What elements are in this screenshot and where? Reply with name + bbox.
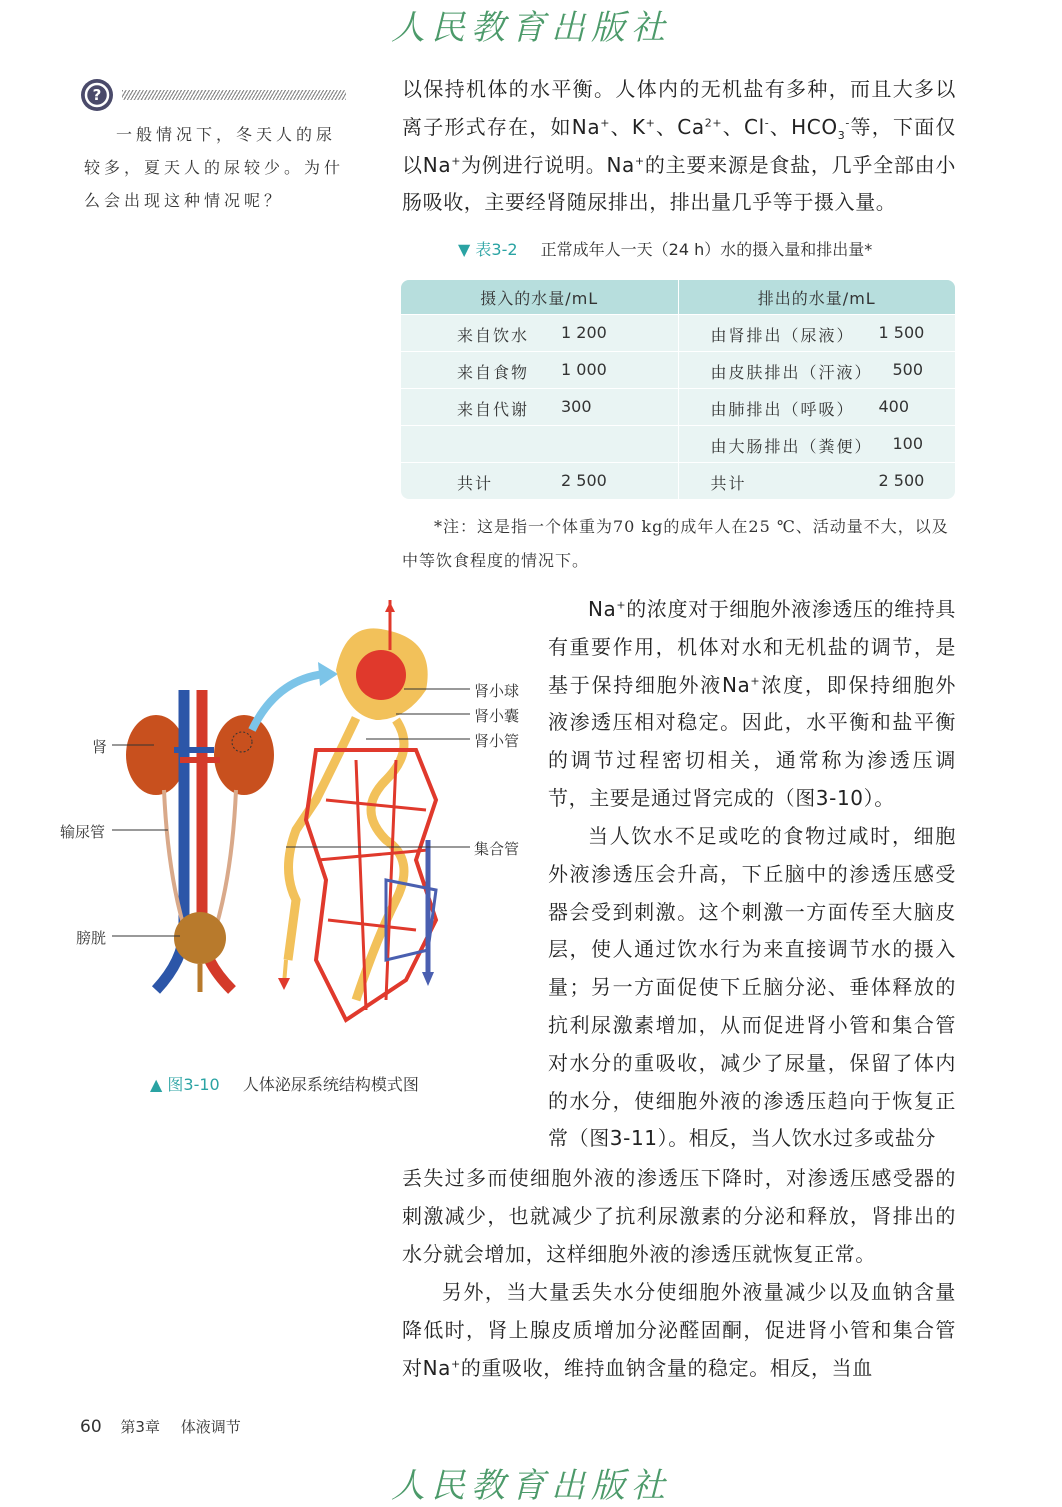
output-value: 2 500 — [878, 471, 925, 490]
label-kidney: 肾 — [92, 738, 108, 756]
label-collecting-duct: 集合管 — [474, 840, 520, 858]
water-balance-table — [401, 280, 955, 499]
flow-arrow-top — [385, 602, 395, 612]
intake-value: 1 200 — [561, 323, 607, 342]
table-row — [401, 425, 955, 462]
left-kidney — [126, 715, 186, 795]
intake-value: 1 000 — [561, 360, 607, 379]
sidebar-question: 一般情况下，冬天人的尿较多，夏天人的尿较少。为什么会出现这种情况呢？ — [84, 125, 345, 210]
label-glomerulus: 肾小球 — [474, 682, 520, 700]
publisher-watermark-bottom: 人民教育出版社 — [391, 1466, 671, 1506]
publisher-watermark-top: 人民教育出版社 — [391, 8, 671, 48]
paragraph-aldosterone: 另外，当大量丢失水分使细胞外液量减少以及血钠含量降低时，肾上腺皮质增加分泌醛固酮，促进肾小管和集合管对Na+的重吸收，维持血钠含量的稳定。相反，当血 — [402, 1280, 956, 1380]
paragraph-regulation-continued: 丢失过多而使细胞外液的渗透压下降时，对渗透压感受器的刺激减少，也就减少了抗利尿激素的分泌和释放，肾排出的水分就会增加，这样细胞外液的渗透压就恢复正常。 — [402, 1166, 956, 1266]
hatch-rule — [122, 90, 346, 100]
output-label: 由皮肤排出（汗液） — [710, 363, 873, 382]
output-label: 由大肠排出（粪便） — [710, 437, 873, 456]
header-output: 排出的水量/mL — [678, 280, 956, 314]
chapter-number: 第3章 — [120, 1418, 160, 1436]
paragraph-regulation: 当人饮水不足或吃的食物过咸时，细胞外液渗透压会升高，下丘脑中的渗透压感受器会受到刺激。这个刺激一方面传至大脑皮层，使人通过饮水行为来直接调节水的摄入量；另一方面促使下丘脑分泌、垂体释放的抗利尿激素增加，从而促进肾小管和集合管对水分的重吸收，减少了尿量，保留了体内的水分，使细胞外液的渗透压趋向于恢复正常（图3-11）。相反，当人饮水过多或盐分 — [548, 824, 956, 1151]
page-number: 60 — [80, 1417, 102, 1437]
label-bladder: 膀胱 — [76, 929, 107, 947]
output-label: 由肺排出（呼吸） — [710, 400, 855, 419]
right-kidney — [214, 715, 274, 795]
chapter-title: 体液调节 — [180, 1418, 241, 1436]
intake-label: 来自饮水 — [457, 326, 530, 345]
table-header-row — [401, 280, 955, 314]
svg-text:?: ? — [92, 86, 102, 104]
header-intake: 摄入的水量/mL — [480, 288, 599, 308]
paragraph-sodium: Na+的浓度对于细胞外液渗透压的维持具有重要作用，机体对水和无机盐的调节，是基于保持细胞外液Na+浓度，即保持细胞外液渗透压相对稳定。因此，水平衡和盐平衡的调节过程密切相关，通常称为渗透压调节，主要是通过肾完成的（图3-10）。 — [548, 597, 956, 810]
intro-paragraph: 以保持机体的水平衡。人体内的无机盐有多种，而且大多以离子形式存在，如Na+、K+、$Ca^{2+}$、Cl-、$HCO_3^-$等，下面仅以Na+为例进行说明。Na+的主要来源是食盐，几乎全部由小肠吸收，主要经肾随尿排出，排出量几乎等于摄入量。 — [402, 77, 957, 215]
glomerulus — [356, 650, 406, 700]
intake-label: 来自代谢 — [457, 400, 530, 419]
output-value: 500 — [892, 360, 924, 379]
flow-arrow-orange — [278, 978, 290, 990]
bladder — [174, 912, 226, 964]
label-capsule: 肾小囊 — [474, 707, 520, 725]
figure-caption: ▲ 图3-10 人体泌尿系统结构模式图 — [150, 1075, 419, 1094]
output-label: 共计 — [710, 474, 747, 493]
label-ureter: 输尿管 — [60, 823, 106, 841]
output-value: 400 — [878, 397, 910, 416]
intake-value: 2 500 — [561, 471, 607, 490]
urinary-system-illustration — [56, 600, 536, 1060]
intake-value: 300 — [561, 397, 592, 416]
zoom-arrow — [252, 674, 324, 730]
table-row — [401, 351, 955, 388]
label-tubule: 肾小管 — [474, 732, 520, 750]
output-value: 1 500 — [878, 323, 925, 342]
table-row-total — [401, 462, 955, 499]
flow-arrow-blue — [422, 972, 434, 986]
table-row — [401, 388, 955, 425]
output-label: 由肾排出（尿液） — [710, 326, 855, 345]
output-value: 100 — [892, 434, 924, 453]
question-icon — [80, 78, 114, 112]
zoom-arrowhead — [318, 662, 338, 686]
table-caption: ▼ 表3-2 正常成年人一天（24 h）水的摄入量和排出量* — [458, 240, 873, 259]
page-footer — [80, 1416, 241, 1437]
table-note: *注：这是指一个体重为70 kg的成年人在25 ℃、活动量不大，以及中等饮食程度的情况下。 — [402, 517, 949, 570]
intake-label: 共计 — [457, 474, 494, 493]
table-row — [401, 314, 955, 351]
urinary-system-figure — [56, 600, 536, 1060]
intake-label: 来自食物 — [457, 363, 530, 382]
